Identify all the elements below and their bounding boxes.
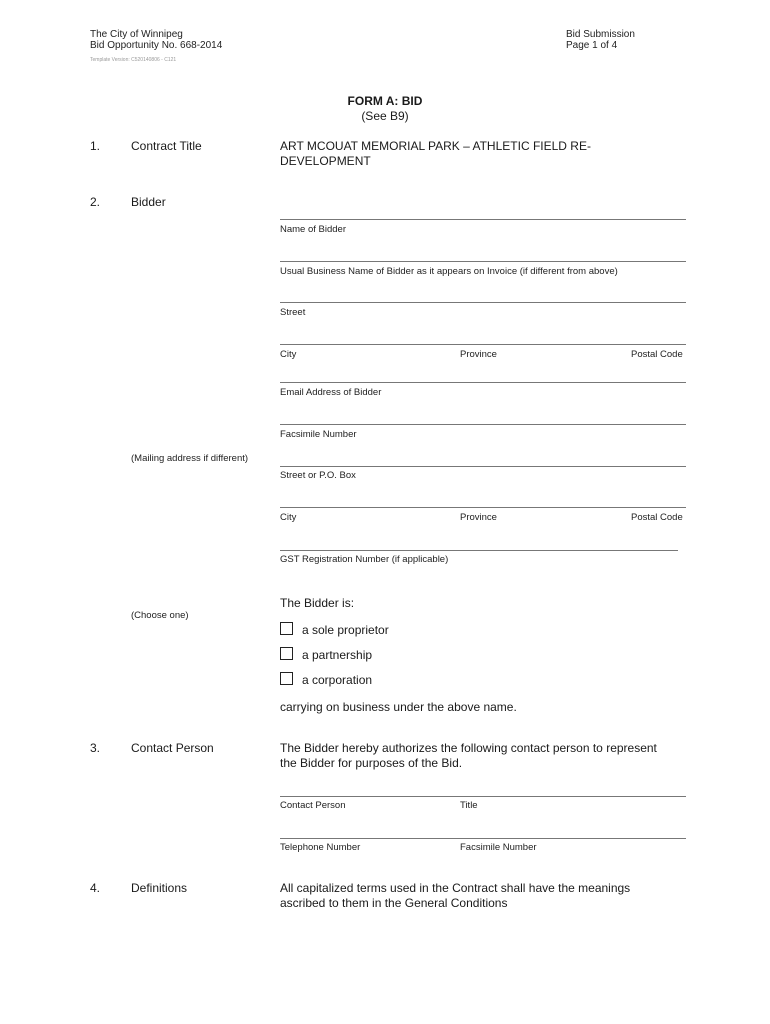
- contact-authorization-line2: the Bidder for purposes of the Bid.: [280, 756, 463, 770]
- header-page-number: Page 1 of 4: [566, 40, 618, 51]
- usual-business-name-caption: Usual Business Name of Bidder as it appears on Invoice (if different from above): [280, 266, 618, 277]
- fax-field[interactable]: [280, 424, 686, 425]
- definitions-line2: ascribed to them in the General Conditions: [280, 896, 508, 910]
- template-version: Template Version: C520140806 - C121: [90, 57, 177, 63]
- usual-business-name-field[interactable]: [280, 261, 686, 262]
- form-title: FORM A: BID: [347, 94, 423, 108]
- name-of-bidder-field[interactable]: [280, 219, 686, 220]
- mailing-city-caption: City: [280, 512, 297, 523]
- header-city: The City of Winnipeg: [90, 29, 183, 40]
- mailing-address-note: (Mailing address if different): [131, 453, 249, 464]
- street-caption: Street: [280, 307, 306, 318]
- corporation-label: a corporation: [302, 673, 373, 687]
- header-bid-opportunity: Bid Opportunity No. 668-2014: [90, 40, 223, 51]
- fax-caption: Facsimile Number: [280, 429, 357, 440]
- contact-authorization-line1: The Bidder hereby authorizes the following contact person to represent: [280, 741, 657, 755]
- contact-person-caption: Contact Person: [280, 800, 346, 811]
- city-province-postal-field[interactable]: [280, 344, 686, 345]
- gst-registration-field[interactable]: [280, 550, 678, 551]
- section-1-number: 1.: [90, 139, 101, 153]
- email-field[interactable]: [280, 382, 686, 383]
- choose-one-note: (Choose one): [131, 610, 189, 621]
- carrying-on-text: carrying on business under the above name.: [280, 700, 517, 714]
- email-caption: Email Address of Bidder: [280, 387, 382, 398]
- street-po-box-caption: Street or P.O. Box: [280, 470, 356, 481]
- contact-fax-caption: Facsimile Number: [460, 842, 537, 853]
- city-caption: City: [280, 349, 297, 360]
- gst-registration-caption: GST Registration Number (if applicable): [280, 554, 449, 565]
- contact-person-title-field[interactable]: [280, 796, 686, 797]
- mailing-province-caption: Province: [460, 512, 497, 523]
- partnership-label: a partnership: [302, 648, 373, 662]
- province-caption: Province: [460, 349, 497, 360]
- section-4-number: 4.: [90, 881, 101, 895]
- mailing-postal-code-caption: Postal Code: [631, 512, 683, 523]
- section-1-label: Contract Title: [131, 139, 202, 153]
- section-4-label: Definitions: [131, 881, 188, 895]
- section-2-number: 2.: [90, 195, 101, 209]
- corporation-checkbox[interactable]: [280, 672, 293, 685]
- name-of-bidder-caption: Name of Bidder: [280, 224, 347, 235]
- form-subtitle: (See B9): [361, 109, 409, 123]
- telephone-fax-field[interactable]: [280, 838, 686, 839]
- contract-title-line1: ART MCOUAT MEMORIAL PARK – ATHLETIC FIELD RE-: [280, 139, 591, 153]
- street-field[interactable]: [280, 302, 686, 303]
- telephone-caption: Telephone Number: [280, 842, 361, 853]
- contract-title-line2: DEVELOPMENT: [280, 154, 371, 168]
- section-2-label: Bidder: [131, 195, 166, 209]
- mailing-city-province-postal-field[interactable]: [280, 507, 686, 508]
- sole-proprietor-checkbox[interactable]: [280, 622, 293, 635]
- section-3-label: Contact Person: [131, 741, 214, 755]
- postal-code-caption: Postal Code: [631, 349, 683, 360]
- bidder-is-label: The Bidder is:: [280, 596, 355, 610]
- definitions-line1: All capitalized terms used in the Contract shall have the meanings: [280, 881, 631, 895]
- contact-title-caption: Title: [460, 800, 478, 811]
- partnership-checkbox[interactable]: [280, 647, 293, 660]
- street-po-box-field[interactable]: [280, 466, 686, 467]
- header-bid-submission: Bid Submission: [566, 29, 635, 40]
- section-3-number: 3.: [90, 741, 101, 755]
- sole-proprietor-label: a sole proprietor: [302, 623, 389, 637]
